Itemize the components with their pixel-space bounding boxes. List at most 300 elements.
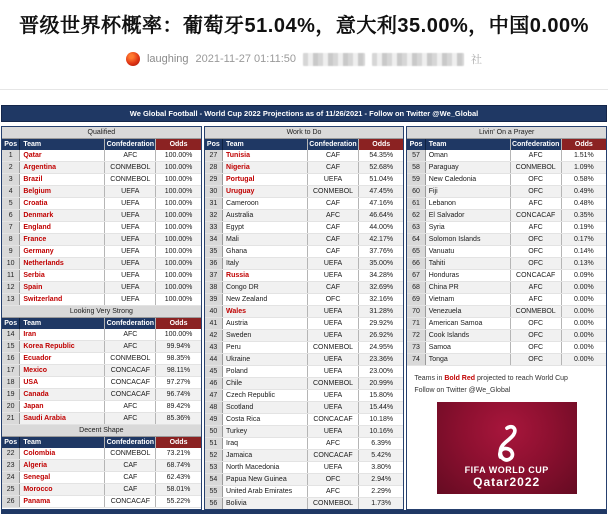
table-row bbox=[2, 294, 201, 306]
pos-cell: 73 bbox=[407, 342, 425, 353]
odds-cell: 97.27% bbox=[166, 379, 191, 386]
odds-cell: 29.92% bbox=[369, 320, 394, 327]
team-cell: Canada bbox=[20, 389, 105, 400]
table-row bbox=[2, 389, 201, 401]
pos-cell: 68 bbox=[407, 282, 425, 293]
odds-header: Odds bbox=[359, 139, 403, 150]
table-row bbox=[2, 329, 201, 341]
table-row bbox=[2, 472, 201, 484]
confederation-cell: CONCACAF bbox=[308, 450, 359, 461]
team-cell: Belgium bbox=[20, 186, 105, 197]
pos-cell: 67 bbox=[407, 270, 425, 281]
table-row bbox=[2, 186, 201, 198]
table-row bbox=[205, 462, 404, 474]
odds-cell: 1.09% bbox=[573, 164, 594, 171]
confederation-cell: UEFA bbox=[308, 366, 359, 377]
table-groups bbox=[1, 126, 607, 514]
team-cell: Austria bbox=[223, 318, 308, 329]
odds-cell: 0.17% bbox=[573, 236, 594, 243]
odds-cell: 0.00% bbox=[573, 308, 594, 315]
odds-cell: 42.17% bbox=[369, 236, 394, 243]
pos-header: Pos bbox=[2, 139, 20, 150]
odds-cell: 51.04% bbox=[369, 176, 394, 183]
table-row bbox=[407, 270, 606, 282]
confederation-cell: OFC bbox=[308, 294, 359, 305]
column-header-row bbox=[2, 437, 201, 448]
odds-cell: 20.99% bbox=[369, 380, 394, 387]
team-cell: Tonga bbox=[426, 354, 511, 365]
confederation-cell: AFC bbox=[105, 329, 156, 340]
odds-cell: 0.09% bbox=[573, 272, 594, 279]
table-row bbox=[205, 162, 404, 174]
projections-table-image bbox=[0, 90, 608, 514]
table-row bbox=[205, 294, 404, 306]
table-row bbox=[407, 174, 606, 186]
odds-cell: 0.00% bbox=[573, 284, 594, 291]
table-row bbox=[2, 150, 201, 162]
pos-cell: 70 bbox=[407, 306, 425, 317]
pos-header: Pos bbox=[2, 437, 20, 448]
section-title: Livin' On a Prayer bbox=[407, 127, 606, 139]
pos-cell: 21 bbox=[2, 413, 20, 424]
pos-cell: 57 bbox=[407, 150, 425, 161]
pos-cell: 47 bbox=[205, 390, 223, 401]
odds-cell: 1.51% bbox=[573, 152, 594, 159]
table-banner: We Global Football - World Cup 2022 Projections as of 11/26/2021 - Follow on Twitter @We_Global bbox=[1, 105, 607, 122]
team-cell: Switzerland bbox=[20, 294, 105, 305]
table-row bbox=[2, 258, 201, 270]
odds-cell: 100.00% bbox=[164, 188, 193, 195]
table-row bbox=[407, 294, 606, 306]
pos-cell: 71 bbox=[407, 318, 425, 329]
team-cell: Qatar bbox=[20, 150, 105, 161]
pos-cell: 2 bbox=[2, 162, 20, 173]
table-row bbox=[205, 366, 404, 378]
team-cell: Argentina bbox=[20, 162, 105, 173]
table-row bbox=[2, 377, 201, 389]
table-row bbox=[205, 474, 404, 486]
confederation-cell: UEFA bbox=[308, 390, 359, 401]
pos-cell: 46 bbox=[205, 378, 223, 389]
table-row bbox=[2, 484, 201, 496]
fifa-logo-title: FIFA WORLD CUP bbox=[464, 465, 549, 475]
odds-cell: 55.22% bbox=[166, 498, 191, 505]
confederation-cell: OFC bbox=[511, 342, 562, 353]
team-cell: Cameroon bbox=[223, 198, 308, 209]
team-cell: Fiji bbox=[426, 186, 511, 197]
team-cell: Poland bbox=[223, 366, 308, 377]
confederation-header: Confederation bbox=[308, 139, 359, 150]
table-row bbox=[2, 365, 201, 377]
confederation-cell: CONMEBOL bbox=[511, 162, 562, 173]
odds-cell: 32.69% bbox=[369, 284, 394, 291]
confederation-cell: AFC bbox=[308, 486, 359, 497]
odds-cell: 100.00% bbox=[164, 272, 193, 279]
confederation-cell: AFC bbox=[308, 438, 359, 449]
odds-cell: 23.00% bbox=[369, 368, 394, 375]
censored-source-block bbox=[372, 53, 464, 66]
pos-cell: 28 bbox=[205, 162, 223, 173]
pos-cell: 27 bbox=[205, 150, 223, 161]
pos-cell: 43 bbox=[205, 342, 223, 353]
team-cell: Korea Republic bbox=[20, 341, 105, 352]
censored-source-block bbox=[303, 53, 365, 66]
pos-cell: 26 bbox=[2, 496, 20, 507]
odds-cell: 98.35% bbox=[166, 355, 191, 362]
confederation-cell: UEFA bbox=[105, 198, 156, 209]
odds-cell: 0.13% bbox=[573, 260, 594, 267]
pos-cell: 31 bbox=[205, 198, 223, 209]
confederation-cell: CONMEBOL bbox=[105, 162, 156, 173]
pos-cell: 3 bbox=[2, 174, 20, 185]
confederation-cell: UEFA bbox=[105, 282, 156, 293]
column-header-row bbox=[2, 318, 201, 329]
confederation-cell: CAF bbox=[308, 198, 359, 209]
confederation-header: Confederation bbox=[105, 318, 156, 329]
table-row bbox=[205, 438, 404, 450]
team-cell: Solomon Islands bbox=[426, 234, 511, 245]
bold-red-highlight: Bold Red bbox=[444, 375, 476, 382]
section-title: Work to Do bbox=[205, 127, 404, 139]
team-cell: American Samoa bbox=[426, 318, 511, 329]
team-cell: Croatia bbox=[20, 198, 105, 209]
column-header-row bbox=[2, 139, 201, 150]
confederation-cell: CONCACAF bbox=[105, 496, 156, 507]
confederation-cell: OFC bbox=[308, 474, 359, 485]
table-row bbox=[205, 414, 404, 426]
pos-cell: 1 bbox=[2, 150, 20, 161]
team-cell: Vietnam bbox=[426, 294, 511, 305]
pos-cell: 12 bbox=[2, 282, 20, 293]
team-cell: Spain bbox=[20, 282, 105, 293]
table-row bbox=[205, 402, 404, 414]
pos-cell: 62 bbox=[407, 210, 425, 221]
team-cell: Tunisia bbox=[223, 150, 308, 161]
odds-cell: 24.95% bbox=[369, 344, 394, 351]
table-row bbox=[205, 186, 404, 198]
team-cell: Denmark bbox=[20, 210, 105, 221]
odds-header: Odds bbox=[156, 139, 200, 150]
team-cell: Jamaica bbox=[223, 450, 308, 461]
pos-cell: 55 bbox=[205, 486, 223, 497]
table-row bbox=[2, 198, 201, 210]
team-cell: Wales bbox=[223, 306, 308, 317]
odds-cell: 100.00% bbox=[164, 200, 193, 207]
table-row bbox=[205, 378, 404, 390]
confederation-cell: CONMEBOL bbox=[511, 306, 562, 317]
confederation-cell: UEFA bbox=[105, 258, 156, 269]
team-cell: Sweden bbox=[223, 330, 308, 341]
table-row bbox=[407, 318, 606, 330]
pos-cell: 41 bbox=[205, 318, 223, 329]
table-row bbox=[205, 198, 404, 210]
team-cell: England bbox=[20, 222, 105, 233]
team-cell: Mexico bbox=[20, 365, 105, 376]
pos-cell: 36 bbox=[205, 258, 223, 269]
odds-cell: 31.28% bbox=[369, 308, 394, 315]
odds-cell: 89.42% bbox=[166, 403, 191, 410]
odds-cell: 2.29% bbox=[371, 488, 392, 495]
pos-cell: 6 bbox=[2, 210, 20, 221]
pos-header: Pos bbox=[407, 139, 425, 150]
team-cell: North Macedonia bbox=[223, 462, 308, 473]
user-avatar[interactable] bbox=[126, 52, 140, 66]
pos-cell: 23 bbox=[2, 460, 20, 471]
team-cell: Morocco bbox=[20, 484, 105, 495]
confederation-cell: CONCACAF bbox=[511, 270, 562, 281]
table-row bbox=[2, 413, 201, 425]
team-cell: New Caledonia bbox=[426, 174, 511, 185]
confederation-cell: CAF bbox=[308, 222, 359, 233]
team-cell: Oman bbox=[426, 150, 511, 161]
team-header: Team bbox=[20, 437, 105, 448]
confederation-cell: CONCACAF bbox=[105, 377, 156, 388]
confederation-cell: CONMEBOL bbox=[308, 342, 359, 353]
confederation-cell: OFC bbox=[511, 234, 562, 245]
odds-cell: 44.00% bbox=[369, 224, 394, 231]
pos-cell: 34 bbox=[205, 234, 223, 245]
confederation-cell: UEFA bbox=[308, 306, 359, 317]
table-row bbox=[407, 246, 606, 258]
table-row bbox=[205, 390, 404, 402]
odds-cell: 2.94% bbox=[371, 476, 392, 483]
team-cell: Papua New Guinea bbox=[223, 474, 308, 485]
confederation-cell: OFC bbox=[511, 174, 562, 185]
confederation-cell: OFC bbox=[511, 258, 562, 269]
odds-cell: 15.80% bbox=[369, 392, 394, 399]
confederation-cell: CONMEBOL bbox=[308, 378, 359, 389]
odds-cell: 100.00% bbox=[164, 152, 193, 159]
table-row bbox=[407, 222, 606, 234]
odds-header: Odds bbox=[156, 318, 200, 329]
pos-cell: 15 bbox=[2, 341, 20, 352]
confederation-cell: UEFA bbox=[308, 462, 359, 473]
odds-cell: 99.94% bbox=[166, 343, 191, 350]
pos-cell: 66 bbox=[407, 258, 425, 269]
odds-cell: 6.39% bbox=[371, 440, 392, 447]
confederation-cell: OFC bbox=[511, 330, 562, 341]
table-row bbox=[2, 282, 201, 294]
team-cell: Nigeria bbox=[223, 162, 308, 173]
confederation-cell: UEFA bbox=[308, 318, 359, 329]
table-row bbox=[407, 150, 606, 162]
table-row bbox=[407, 162, 606, 174]
confederation-cell: CONCACAF bbox=[105, 389, 156, 400]
team-cell: Paraguay bbox=[426, 162, 511, 173]
odds-cell: 100.00% bbox=[164, 260, 193, 267]
confederation-header: Confederation bbox=[511, 139, 562, 150]
table-row bbox=[2, 210, 201, 222]
odds-cell: 0.00% bbox=[573, 296, 594, 303]
team-cell: Panama bbox=[20, 496, 105, 507]
table-row bbox=[2, 162, 201, 174]
confederation-cell: CAF bbox=[308, 234, 359, 245]
odds-cell: 47.16% bbox=[369, 200, 394, 207]
table-row bbox=[407, 258, 606, 270]
team-cell: El Salvador bbox=[426, 210, 511, 221]
odds-cell: 0.00% bbox=[573, 356, 594, 363]
confederation-cell: UEFA bbox=[105, 234, 156, 245]
team-cell: Russia bbox=[223, 270, 308, 281]
team-cell: Germany bbox=[20, 246, 105, 257]
pos-cell: 54 bbox=[205, 474, 223, 485]
team-cell: Lebanon bbox=[426, 198, 511, 209]
table-row bbox=[407, 282, 606, 294]
table-row bbox=[205, 426, 404, 438]
odds-cell: 68.74% bbox=[166, 462, 191, 469]
odds-cell: 37.76% bbox=[369, 248, 394, 255]
odds-cell: 0.35% bbox=[573, 212, 594, 219]
odds-cell: 100.00% bbox=[164, 212, 193, 219]
team-header: Team bbox=[20, 318, 105, 329]
confederation-cell: CONCACAF bbox=[105, 365, 156, 376]
pos-cell: 8 bbox=[2, 234, 20, 245]
confederation-cell: AFC bbox=[308, 210, 359, 221]
pos-cell: 37 bbox=[205, 270, 223, 281]
table-row bbox=[2, 448, 201, 460]
table-row bbox=[407, 306, 606, 318]
pos-cell: 53 bbox=[205, 462, 223, 473]
pos-cell: 52 bbox=[205, 450, 223, 461]
odds-cell: 0.00% bbox=[573, 320, 594, 327]
odds-cell: 0.00% bbox=[573, 344, 594, 351]
pos-cell: 19 bbox=[2, 389, 20, 400]
pos-cell: 69 bbox=[407, 294, 425, 305]
pos-cell: 35 bbox=[205, 246, 223, 257]
team-cell: Netherlands bbox=[20, 258, 105, 269]
odds-cell: 58.01% bbox=[166, 486, 191, 493]
pos-cell: 7 bbox=[2, 222, 20, 233]
group-work-to-do bbox=[204, 126, 405, 510]
pos-cell: 38 bbox=[205, 282, 223, 293]
team-cell: Algeria bbox=[20, 460, 105, 471]
table-row bbox=[407, 198, 606, 210]
confederation-cell: CAF bbox=[105, 472, 156, 483]
pos-cell: 11 bbox=[2, 270, 20, 281]
team-header: Team bbox=[426, 139, 511, 150]
confederation-cell: UEFA bbox=[105, 222, 156, 233]
odds-cell: 98.11% bbox=[166, 367, 191, 374]
table-row bbox=[2, 496, 201, 508]
odds-cell: 52.68% bbox=[369, 164, 394, 171]
team-cell: Czech Republic bbox=[223, 390, 308, 401]
confederation-cell: CONMEBOL bbox=[105, 448, 156, 459]
table-row bbox=[407, 210, 606, 222]
confederation-header: Confederation bbox=[105, 139, 156, 150]
table-row bbox=[205, 270, 404, 282]
source-suffix: 社 bbox=[471, 54, 483, 66]
odds-cell: 32.16% bbox=[369, 296, 394, 303]
world-cup-emblem-icon bbox=[493, 423, 521, 465]
pos-cell: 63 bbox=[407, 222, 425, 233]
fifa-logo bbox=[437, 402, 577, 494]
team-cell: Bolivia bbox=[223, 498, 308, 509]
table-row bbox=[407, 234, 606, 246]
confederation-cell: OFC bbox=[511, 246, 562, 257]
confederation-cell: UEFA bbox=[308, 258, 359, 269]
team-cell: Japan bbox=[20, 401, 105, 412]
odds-cell: 62.43% bbox=[166, 474, 191, 481]
odds-cell: 100.00% bbox=[164, 224, 193, 231]
pos-header: Pos bbox=[205, 139, 223, 150]
team-cell: Iraq bbox=[223, 438, 308, 449]
table-row bbox=[2, 270, 201, 282]
pos-cell: 29 bbox=[205, 174, 223, 185]
section-title: Looking Very Strong bbox=[2, 306, 201, 318]
team-cell: Peru bbox=[223, 342, 308, 353]
team-cell: Chile bbox=[223, 378, 308, 389]
table-row bbox=[205, 234, 404, 246]
table-row bbox=[2, 401, 201, 413]
confederation-cell: UEFA bbox=[308, 174, 359, 185]
pos-cell: 9 bbox=[2, 246, 20, 257]
team-cell: Honduras bbox=[426, 270, 511, 281]
odds-cell: 100.00% bbox=[164, 331, 193, 338]
odds-cell: 0.49% bbox=[573, 188, 594, 195]
confederation-cell: AFC bbox=[105, 341, 156, 352]
pos-cell: 5 bbox=[2, 198, 20, 209]
table-row bbox=[205, 486, 404, 498]
team-cell: Congo DR bbox=[223, 282, 308, 293]
table-row bbox=[205, 210, 404, 222]
confederation-cell: CAF bbox=[308, 282, 359, 293]
team-cell: Scotland bbox=[223, 402, 308, 413]
table-row bbox=[407, 186, 606, 198]
pos-cell: 13 bbox=[2, 294, 20, 305]
confederation-cell: CONMEBOL bbox=[105, 353, 156, 364]
confederation-cell: AFC bbox=[105, 150, 156, 161]
odds-cell: 100.00% bbox=[164, 284, 193, 291]
table-row bbox=[205, 258, 404, 270]
team-cell: Costa Rica bbox=[223, 414, 308, 425]
odds-cell: 5.42% bbox=[371, 452, 392, 459]
confederation-cell: AFC bbox=[105, 413, 156, 424]
odds-cell: 100.00% bbox=[164, 236, 193, 243]
team-header: Team bbox=[223, 139, 308, 150]
pos-cell: 49 bbox=[205, 414, 223, 425]
pos-cell: 24 bbox=[2, 472, 20, 483]
group-qualified bbox=[1, 126, 202, 510]
pos-cell: 45 bbox=[205, 366, 223, 377]
pos-cell: 72 bbox=[407, 330, 425, 341]
table-row bbox=[407, 342, 606, 354]
team-cell: Serbia bbox=[20, 270, 105, 281]
pos-cell: 59 bbox=[407, 174, 425, 185]
team-cell: Portugal bbox=[223, 174, 308, 185]
team-cell: Venezuela bbox=[426, 306, 511, 317]
pos-cell: 48 bbox=[205, 402, 223, 413]
pos-cell: 56 bbox=[205, 498, 223, 509]
team-cell: USA bbox=[20, 377, 105, 388]
bold-red-note: Teams in Bold Red projected to reach World Cup bbox=[414, 375, 568, 382]
team-cell: Syria bbox=[426, 222, 511, 233]
pos-cell: 51 bbox=[205, 438, 223, 449]
column-header-row bbox=[205, 139, 404, 150]
team-cell: Senegal bbox=[20, 472, 105, 483]
table-row bbox=[2, 222, 201, 234]
team-cell: France bbox=[20, 234, 105, 245]
odds-cell: 26.92% bbox=[369, 332, 394, 339]
pos-cell: 60 bbox=[407, 186, 425, 197]
follow-note: Follow on Twitter @We_Global bbox=[414, 387, 511, 394]
pos-cell: 74 bbox=[407, 354, 425, 365]
confederation-cell: UEFA bbox=[105, 294, 156, 305]
pos-cell: 65 bbox=[407, 246, 425, 257]
username[interactable]: laughing bbox=[146, 53, 189, 65]
pos-cell: 20 bbox=[2, 401, 20, 412]
team-cell: Egypt bbox=[223, 222, 308, 233]
confederation-cell: UEFA bbox=[105, 246, 156, 257]
